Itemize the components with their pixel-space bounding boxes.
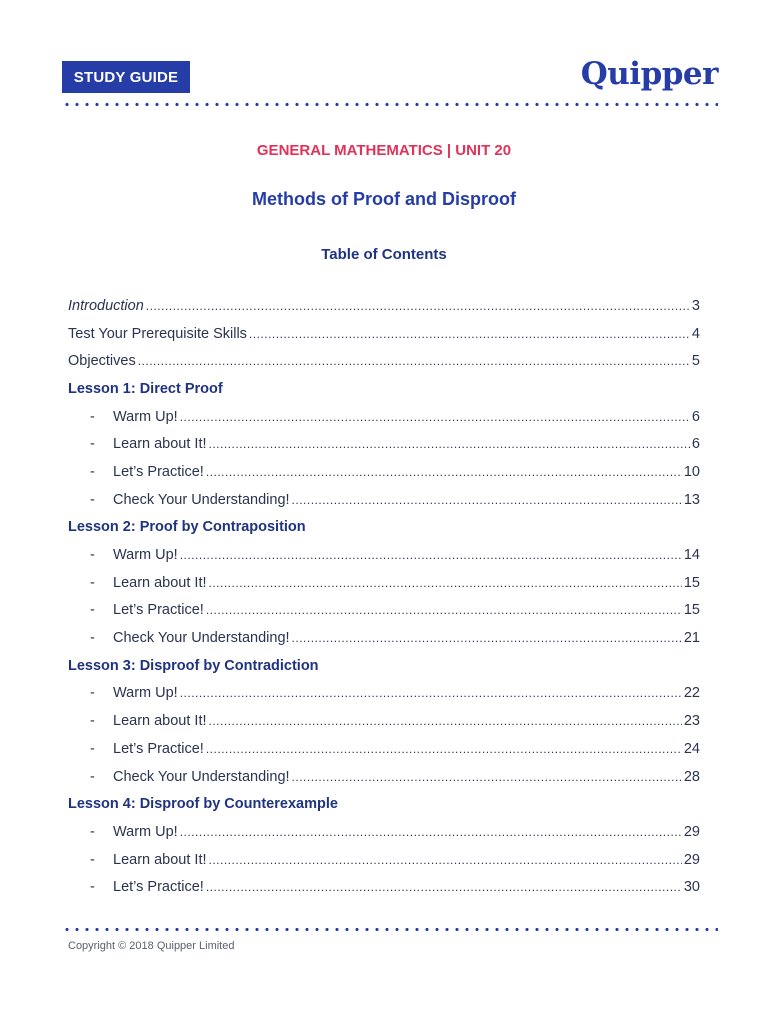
toc-entry [68,320,700,348]
toc-entry-dash: - [90,408,95,425]
toc-entry [68,763,700,791]
toc-entry [68,541,700,569]
toc-dot-leader [180,410,690,424]
toc-entry-dash: - [90,436,95,453]
toc-page-number: 23 [683,713,700,730]
toc-entry [68,486,700,514]
toc-entry-dash: - [90,574,95,591]
toc-entry-label: Lesson 1: Direct Proof [68,380,223,397]
toc-page-number: 21 [683,630,700,647]
toc-dot-leader [206,465,682,479]
toc-entry [68,347,700,375]
study-guide-badge: STUDY GUIDE [62,61,190,93]
toc-entry [68,458,700,486]
copyright-notice: Copyright © 2018 Quipper Limited [68,940,235,952]
toc-entry-label: Introduction [68,297,144,314]
toc-dot-leader [180,548,682,562]
toc-entry-dash: - [90,823,95,840]
bottom-dotted-divider [62,928,718,931]
toc-entry-label: Warm Up! [113,685,178,702]
toc-dot-leader [292,493,682,507]
toc-entry-label: Let’s Practice! [113,740,204,757]
toc-entry-label: Learn about It! [113,436,207,453]
toc-entry [68,846,700,874]
toc-page-number: 15 [683,574,700,591]
toc-dot-leader [209,714,682,728]
toc-entry-label: Warm Up! [113,823,178,840]
toc-entry-label: Check Your Understanding! [113,768,290,785]
toc-entry-label: Objectives [68,353,136,370]
toc-lesson-heading [68,652,700,680]
toc-page-number: 13 [683,491,700,508]
toc-entry-dash: - [90,547,95,564]
toc-dot-leader [292,770,682,784]
toc-dot-leader [138,354,690,368]
toc-dot-leader [209,576,682,590]
table-of-contents [68,292,700,901]
toc-entry-label: Let’s Practice! [113,879,204,896]
toc-entry-dash: - [90,463,95,480]
toc-page-number: 4 [691,325,700,342]
toc-entry [68,403,700,431]
toc-page-number: 22 [683,685,700,702]
toc-entry [68,597,700,625]
toc-heading: Table of Contents [321,246,447,263]
toc-page-number: 28 [683,768,700,785]
toc-entry [68,680,700,708]
toc-entry-label: Warm Up! [113,408,178,425]
toc-page-number: 6 [691,436,700,453]
toc-page-number: 10 [683,463,700,480]
toc-entry-label: Check Your Understanding! [113,491,290,508]
toc-dot-leader [209,853,682,867]
toc-entry-dash: - [90,630,95,647]
toc-entry-label: Lesson 2: Proof by Contraposition [68,519,306,536]
toc-entry-label: Lesson 3: Disproof by Contradiction [68,657,319,674]
toc-dot-leader [206,880,682,894]
toc-entry-dash: - [90,851,95,868]
toc-page-number: 3 [691,297,700,314]
toc-entry-label: Lesson 4: Disproof by Counterexample [68,796,338,813]
toc-entry-dash: - [90,740,95,757]
toc-entry-dash: - [90,602,95,619]
toc-page-number: 29 [683,823,700,840]
toc-page-number: 14 [683,547,700,564]
toc-page-number: 6 [691,408,700,425]
toc-dot-leader [209,437,690,451]
toc-entry [68,569,700,597]
toc-entry-label: Learn about It! [113,851,207,868]
toc-entry [68,707,700,735]
toc-lesson-heading [68,514,700,542]
toc-dot-leader [249,327,690,341]
toc-page-number: 15 [683,602,700,619]
toc-entry-label: Warm Up! [113,547,178,564]
toc-entry [68,735,700,763]
toc-page-number: 29 [683,851,700,868]
toc-dot-leader [206,742,682,756]
toc-page-number: 5 [691,353,700,370]
toc-entry-label: Check Your Understanding! [113,630,290,647]
toc-entry-dash: - [90,879,95,896]
toc-entry-dash: - [90,713,95,730]
toc-entry-dash: - [90,685,95,702]
toc-entry-dash: - [90,491,95,508]
toc-entry-dash: - [90,768,95,785]
toc-entry [68,624,700,652]
toc-entry [68,873,700,901]
toc-page-number: 24 [683,740,700,757]
toc-dot-leader [206,603,682,617]
toc-dot-leader [180,686,682,700]
toc-lesson-heading [68,375,700,403]
toc-entry-label: Let’s Practice! [113,463,204,480]
top-dotted-divider [62,103,718,106]
document-title: Methods of Proof and Disproof [252,189,516,209]
quipper-logo: Quipper [580,56,718,92]
toc-entry-label: Let’s Practice! [113,602,204,619]
toc-page-number: 30 [683,879,700,896]
toc-entry [68,818,700,846]
toc-entry-label: Learn about It! [113,713,207,730]
toc-entry-label: Test Your Prerequisite Skills [68,325,247,342]
toc-entry-label: Learn about It! [113,574,207,591]
toc-dot-leader [180,825,682,839]
unit-line: GENERAL MATHEMATICS | UNIT 20 [256,142,512,159]
toc-entry [68,430,700,458]
toc-dot-leader [146,299,690,313]
toc-lesson-heading [68,790,700,818]
toc-dot-leader [292,631,682,645]
toc-entry [68,292,700,320]
